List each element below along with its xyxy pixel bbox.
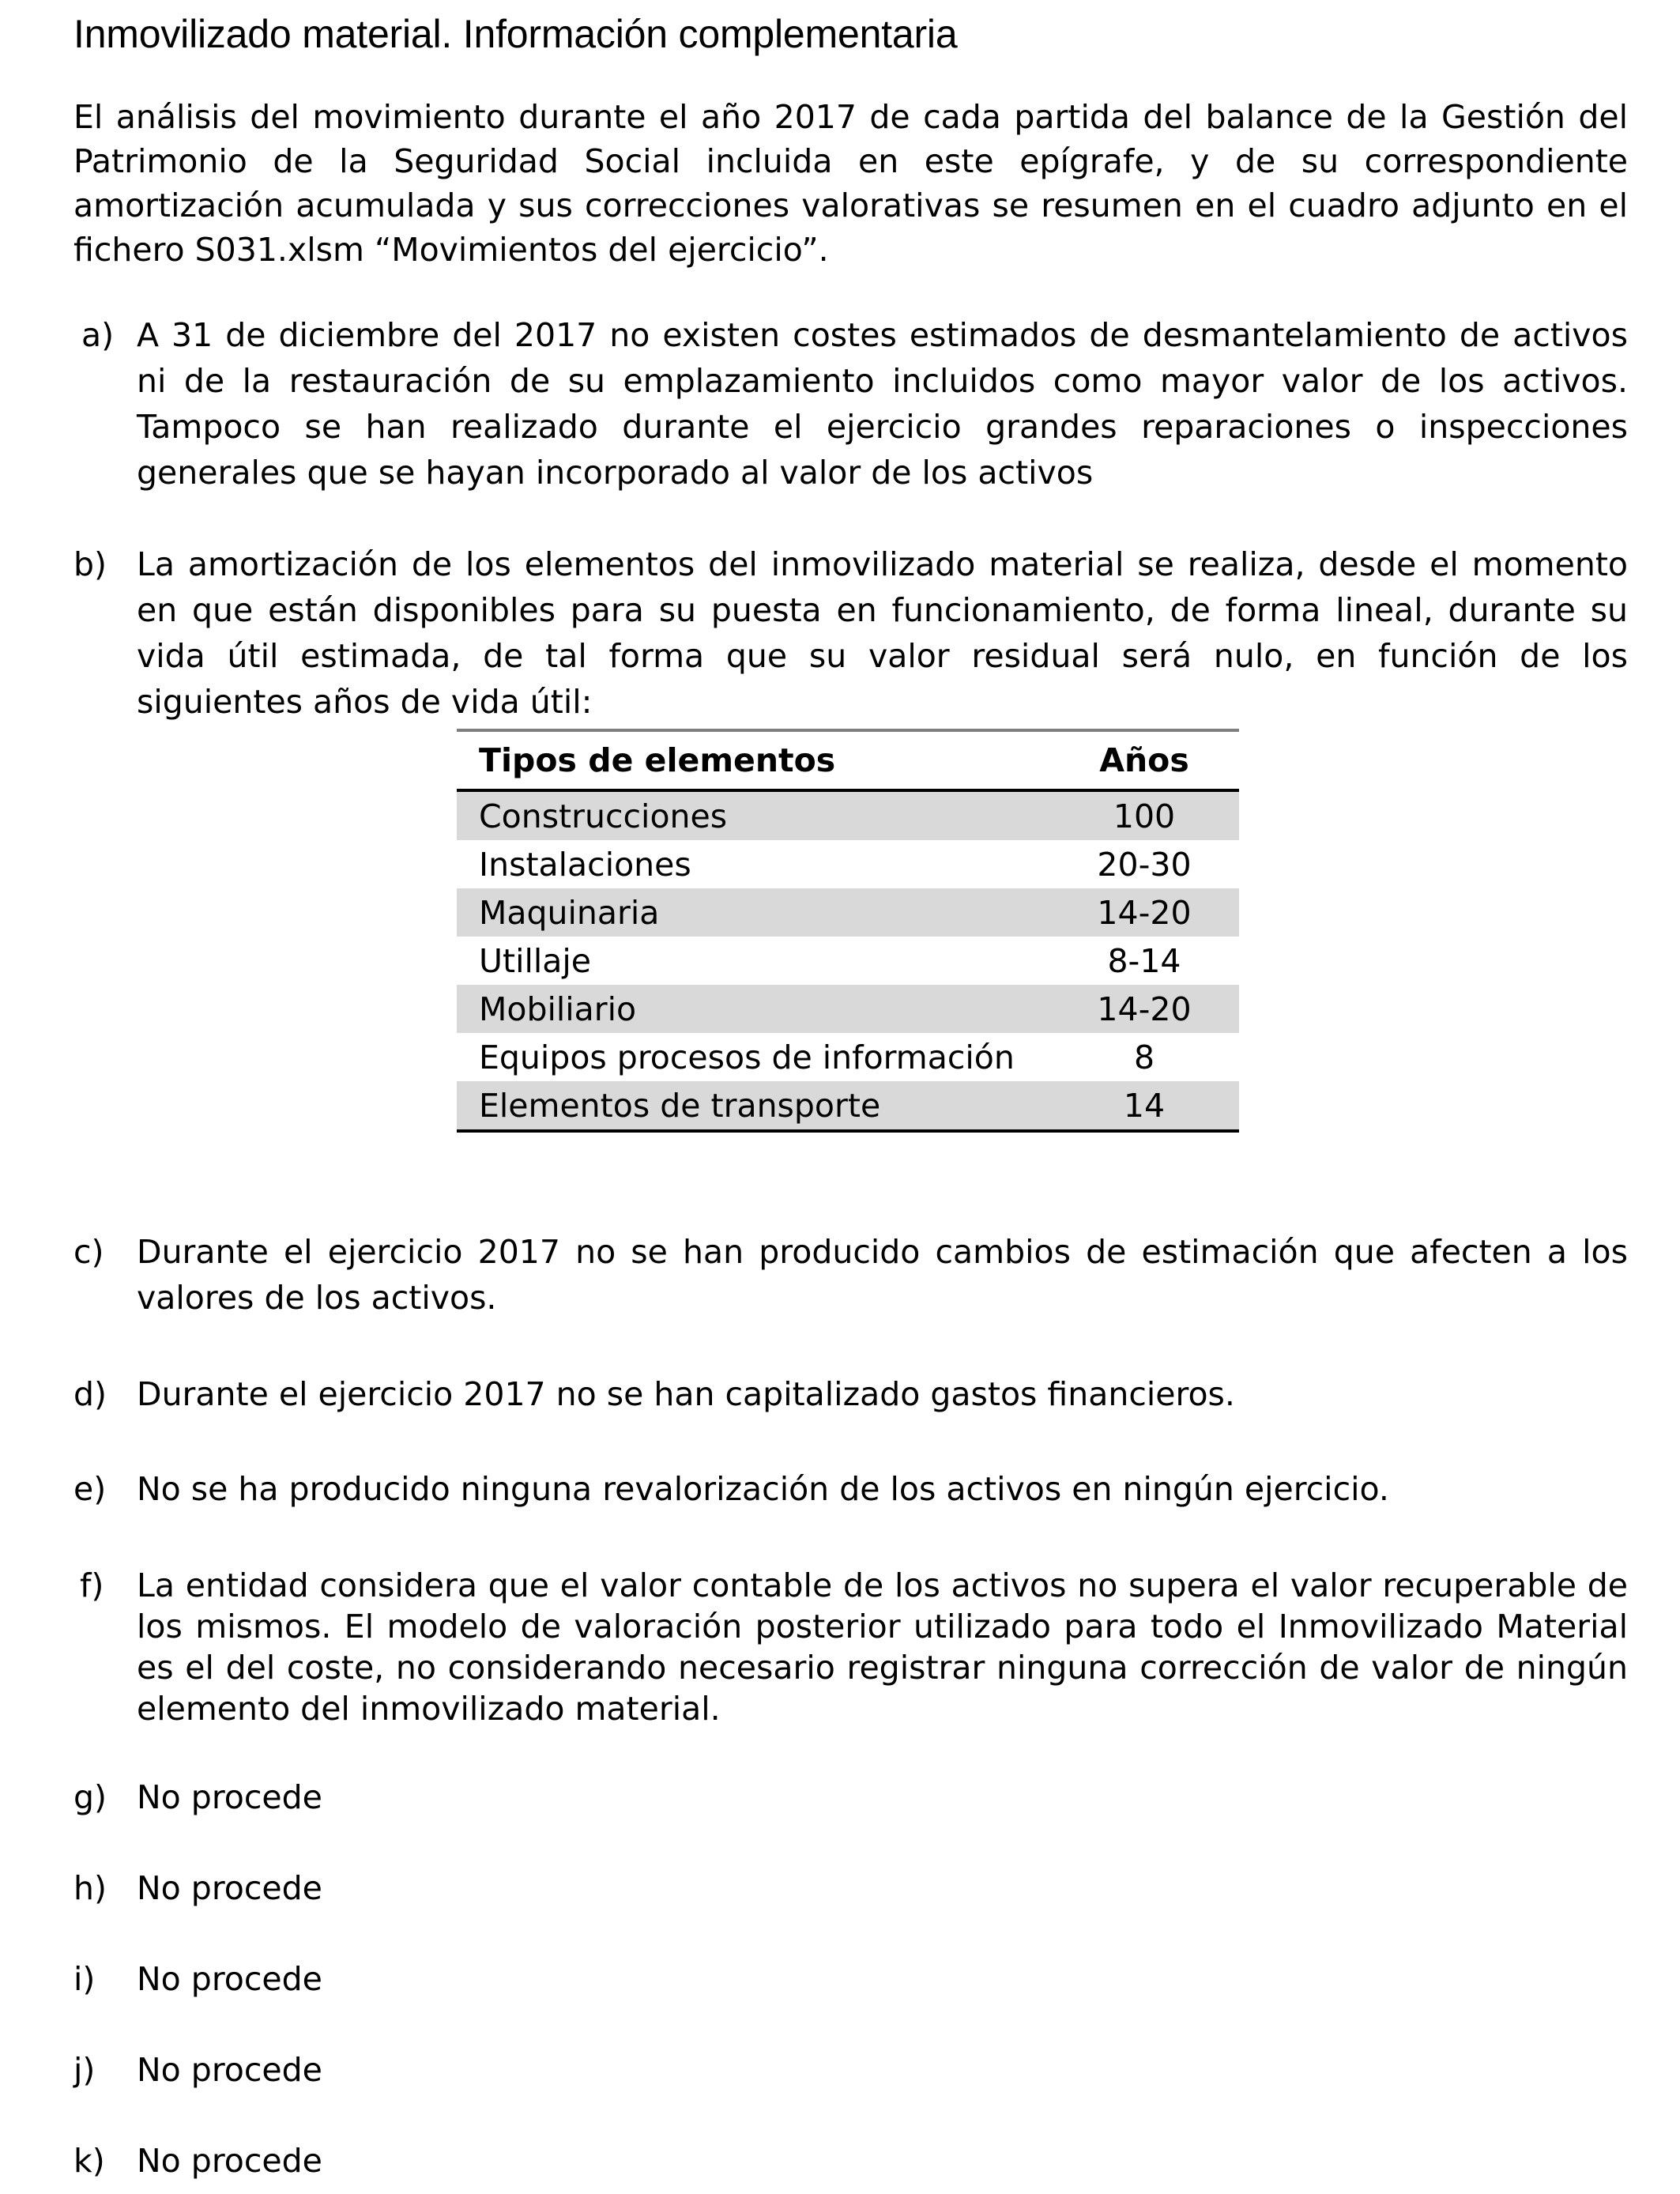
list-marker: d) [73,1375,107,1413]
list-item-text: No se ha producido ninguna revalorización de los activos en ningún ejercicio. [137,1470,1389,1508]
list-marker: c) [73,1233,104,1271]
table-cell-type: Utillaje [479,941,591,980]
table-cell-years: 100 [1049,790,1239,840]
table-cell-years: 20-30 [1097,845,1192,884]
list-marker: e) [73,1470,107,1508]
list-item-a [73,312,1628,496]
table-cell-years: 8-14 [1107,941,1181,980]
table-cell-years: 14 [1049,1081,1239,1131]
table-cell-type: Mobiliario [457,985,1049,1033]
list-item-j [73,2047,1628,2093]
list-item-text: Durante el ejercicio 2017 no se han capitalizado gastos financieros. [137,1375,1235,1413]
list-item-f [73,1565,1628,1729]
table-row [457,1033,1239,1081]
table-row [457,985,1239,1033]
list-item-e [73,1466,1628,1512]
list-item-text: No procede [137,2142,322,2180]
list-item-text: No procede [137,1960,322,1998]
list-item-k [73,2138,1628,2184]
page-title: Inmovilizado material. Información complementaria [73,12,958,56]
table-row [457,1081,1239,1131]
list-marker: k) [73,2142,105,2180]
list-marker: b) [73,545,107,583]
list-item-c [73,1229,1628,1321]
table-row [457,790,1239,840]
list-item-i [73,1956,1628,2002]
list-item-text: La amortización de los elementos del inmovilizado material se realiza, desde el momento en que están disponibles para su puesta en funcionamiento, de forma lineal, durante su vida útil estimada, de tal forma que su valor residual será nulo, en función de los siguientes años de vida útil: [137,545,1628,721]
list-item-text: No procede [137,1778,322,1816]
list-marker: f) [80,1566,104,1604]
table-header-row [457,730,1239,790]
list-marker: i) [73,1960,96,1998]
list-item-text: A 31 de diciembre del 2017 no existen costes estimados de desmantelamiento de activos ni de la restauración de su emplazamiento incluidos como mayor valor de los activos. Tampoco se han realizado durante el ejercicio grandes reparaciones o inspecciones generales que se hayan incorporado al valor de los activos [137,316,1628,492]
table-row [457,888,1239,937]
table-cell-type: Maquinaria [457,888,1049,937]
column-header-years: Años [1049,730,1239,790]
list-item-b [73,541,1628,725]
table-cell-type: Elementos de transporte [457,1081,1049,1131]
intro-paragraph: El análisis del movimiento durante el año 2017 de cada partida del balance de la Gestión del Patrimonio de la Seguridad Social incluida en este epígrafe, y de su correspondiente amortización acumulada y sus correcciones valorativas se resumen en el cuadro adjunto en el fichero S031.xlsm “Movimientos del ejercicio”. [73,98,1628,269]
useful-life-table [457,729,1239,1133]
list-item-h [73,1865,1628,1911]
table-row [457,840,1239,888]
list-item-g [73,1774,1628,1820]
list-item-text: No procede [137,2051,322,2089]
list-marker: j) [73,2051,96,2089]
list-marker: a) [81,316,115,354]
list-item-text: La entidad considera que el valor contable de los activos no supera el valor recuperable de los mismos. El modelo de valoración posterior utilizado para todo el Inmovilizado Material es el del coste, no considerando necesario registrar ninguna corrección de valor de ningún elemento del inmovilizado material. [137,1566,1628,1728]
table-cell-type: Equipos procesos de información [479,1038,1015,1076]
table-cell-years: 14-20 [1049,985,1239,1033]
table-cell-years: 14-20 [1049,888,1239,937]
table-cell-years: 8 [1133,1038,1155,1076]
column-header-type: Tipos de elementos [457,730,1049,790]
list-item-d [73,1371,1628,1417]
table-cell-type: Instalaciones [479,845,691,884]
list-marker: h) [73,1869,107,1907]
table-row [457,937,1239,985]
list-item-text: Durante el ejercicio 2017 no se han producido cambios de estimación que afecten a los valores de los activos. [137,1233,1628,1317]
list-item-text: No procede [137,1869,322,1907]
table-cell-type: Construcciones [457,790,1049,840]
list-marker: g) [73,1778,107,1816]
